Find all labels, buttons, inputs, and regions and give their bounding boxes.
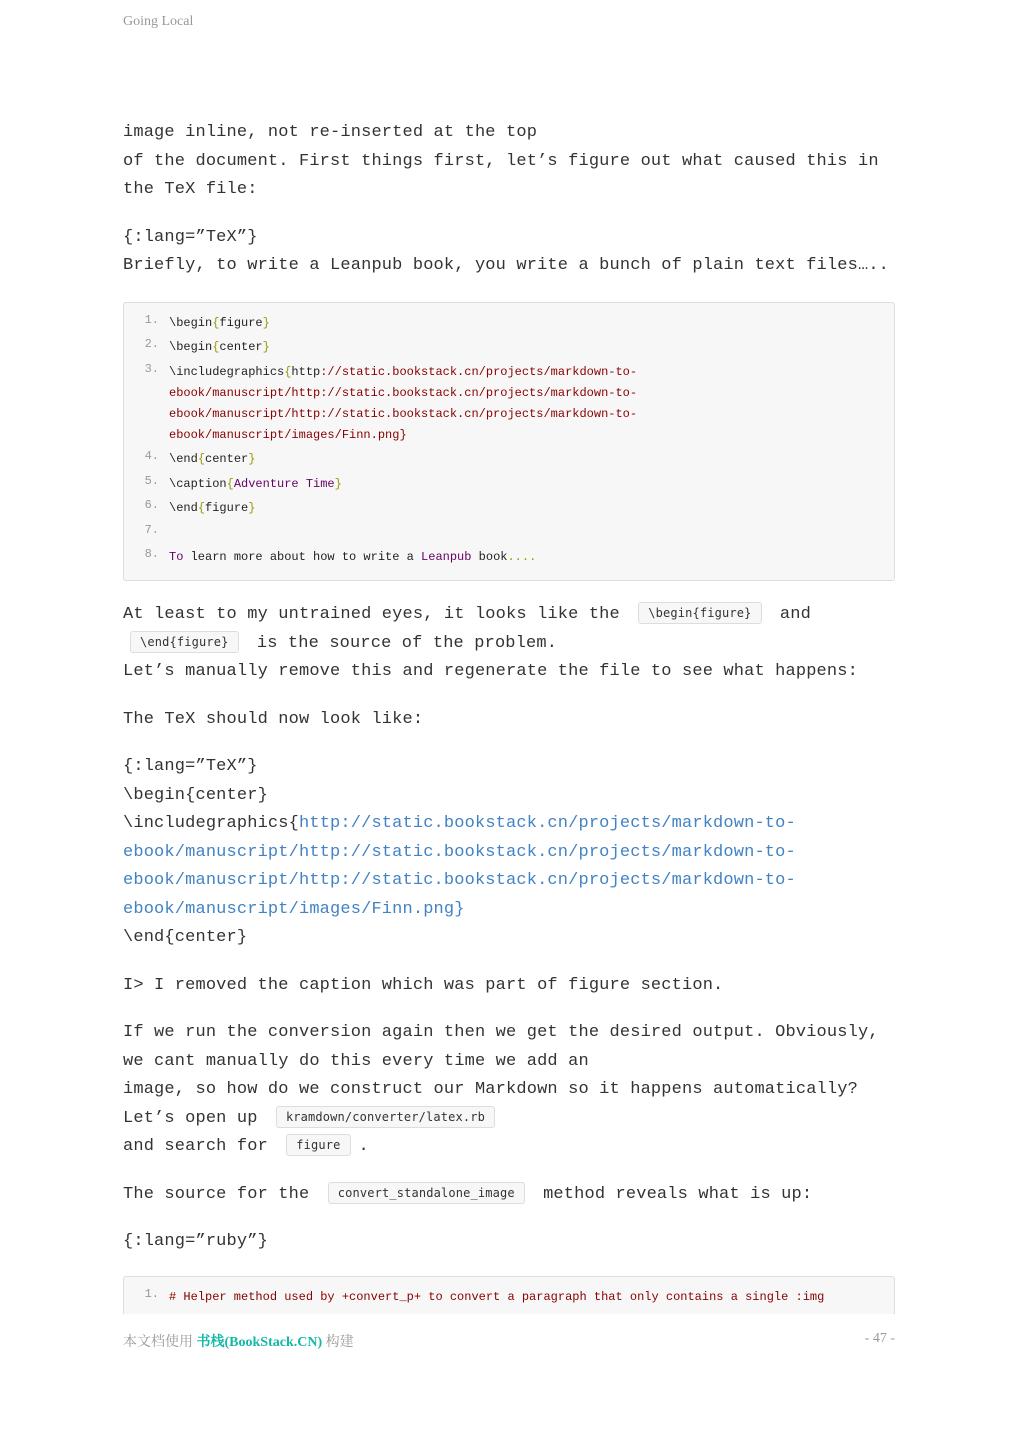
code-token: ebook/manuscript/http://static.bookstack.cn/projects/markdown-to- bbox=[169, 406, 638, 421]
code-token: { bbox=[197, 501, 206, 515]
code-token: } bbox=[248, 452, 256, 466]
code-token: learn more about how to write a bbox=[183, 550, 422, 564]
code-line bbox=[124, 498, 878, 519]
paragraph bbox=[123, 706, 895, 735]
text-span: and search for bbox=[123, 1137, 268, 1156]
text-span: and bbox=[779, 605, 811, 624]
paragraph bbox=[123, 601, 895, 687]
code-line bbox=[124, 362, 878, 446]
code-token: { bbox=[197, 452, 206, 466]
code-block bbox=[123, 302, 895, 582]
text-span: Let’s open up bbox=[123, 1108, 258, 1128]
document-body bbox=[123, 119, 895, 1314]
code-token: \end bbox=[169, 452, 198, 466]
footer-suffix: 构建 bbox=[325, 1335, 354, 1350]
text-line: \end{center} bbox=[123, 928, 248, 947]
text-line: image inline, not re-inserted at the top bbox=[123, 123, 538, 142]
footer-credit bbox=[123, 1331, 354, 1351]
code-token: { bbox=[226, 476, 234, 491]
text-line: the TeX file: bbox=[123, 180, 258, 199]
text-span: At least to my untrained eyes, it looks like the bbox=[123, 605, 620, 624]
brand-link[interactable]: 书栈(BookStack.CN) bbox=[196, 1335, 323, 1350]
line-number: 1. bbox=[144, 312, 159, 327]
text-line: {:lang=”TeX”} bbox=[123, 227, 258, 247]
line-number: 7. bbox=[144, 522, 159, 537]
text-line: {:lang=”TeX”} bbox=[123, 757, 258, 776]
code-token: ebook/manuscript/http://static.bookstack.cn/projects/markdown-to- bbox=[169, 385, 638, 400]
paragraph bbox=[123, 119, 895, 205]
code-token: Leanpub bbox=[421, 550, 472, 564]
text-span: \includegraphics{ bbox=[123, 814, 299, 833]
text-line: image, so how do we construct our Markdown so it happens automatically? bbox=[123, 1080, 858, 1099]
paragraph bbox=[123, 1228, 895, 1257]
text-line: The TeX should now look like: bbox=[123, 709, 424, 729]
code-token: } bbox=[262, 315, 270, 330]
code-token: book bbox=[471, 550, 508, 564]
text-line: I> I removed the caption which was part of figure section. bbox=[123, 975, 724, 995]
url-link[interactable]: http://static.bookstack.cn/projects/markdown-to- bbox=[298, 814, 796, 833]
footer-prefix: 本文档使用 bbox=[123, 1335, 193, 1350]
text-span: method reveals what is up: bbox=[543, 1184, 813, 1204]
inline-code: kramdown/converter/latex.rb bbox=[276, 1106, 495, 1128]
code-token: http bbox=[291, 364, 321, 379]
paragraph bbox=[123, 753, 895, 953]
text-line: of the document. First things first, let’s figure out what caused this in bbox=[123, 151, 879, 171]
code-line bbox=[124, 547, 878, 568]
code-token: \includegraphics bbox=[169, 364, 285, 379]
paragraph bbox=[123, 972, 895, 1001]
code-block bbox=[123, 1276, 895, 1314]
code-token: ebook/manuscript/images/Finn.png} bbox=[169, 427, 407, 442]
inline-code: \begin{figure} bbox=[638, 602, 761, 624]
text-line: we cant manually do this every time we add an bbox=[123, 1051, 589, 1071]
page-number: - 47 - bbox=[864, 1331, 895, 1346]
line-number: 3. bbox=[144, 361, 159, 376]
code-token: center bbox=[219, 340, 263, 354]
running-header: Going Local bbox=[123, 14, 194, 29]
page-footer bbox=[123, 1331, 895, 1351]
code-line bbox=[124, 449, 878, 470]
url-link[interactable]: ebook/manuscript/http://static.bookstack.cn/projects/markdown-to- bbox=[123, 871, 796, 890]
line-number: 5. bbox=[144, 473, 159, 488]
code-token: figure bbox=[205, 501, 249, 515]
inline-code: convert_standalone_image bbox=[328, 1182, 525, 1204]
code-token: { bbox=[212, 340, 220, 354]
code-line bbox=[124, 523, 878, 544]
code-line bbox=[124, 1287, 878, 1308]
text-line: {:lang=”ruby”} bbox=[123, 1232, 268, 1251]
url-link[interactable]: ebook/manuscript/images/Finn.png} bbox=[123, 899, 465, 919]
text-line: If we run the conversion again then we get the desired output. Obviously, bbox=[123, 1023, 879, 1042]
paragraph bbox=[123, 1019, 895, 1162]
code-token: .... bbox=[507, 550, 537, 564]
code-token: } bbox=[262, 340, 270, 354]
code-line bbox=[124, 313, 878, 334]
text-line: \begin{center} bbox=[123, 785, 268, 805]
code-token: \begin bbox=[169, 315, 213, 330]
inline-code: figure bbox=[286, 1134, 350, 1156]
text-span: is the source of the problem. bbox=[256, 633, 558, 653]
text-span: . bbox=[358, 1137, 369, 1156]
text-line: Let’s manually remove this and regenerate the file to see what happens: bbox=[123, 662, 858, 681]
paragraph bbox=[123, 224, 895, 281]
code-token: { bbox=[284, 364, 292, 379]
line-number: 4. bbox=[144, 449, 159, 463]
text-span: The source for the bbox=[123, 1184, 310, 1204]
code-token: ://static.bookstack.cn/projects/markdown-to- bbox=[320, 364, 638, 379]
code-token: figure bbox=[219, 315, 263, 330]
code-token: Adventure Time bbox=[233, 476, 335, 491]
inline-code: \end{figure} bbox=[130, 631, 239, 653]
line-number: 1. bbox=[144, 1286, 159, 1301]
code-line bbox=[124, 474, 878, 495]
line-number: 2. bbox=[144, 337, 159, 351]
line-number: 6. bbox=[144, 498, 159, 512]
code-comment: # Helper method used by +convert_p+ to convert a paragraph that only contains a single :img bbox=[169, 1289, 825, 1304]
url-link[interactable]: ebook/manuscript/http://static.bookstack.cn/projects/markdown-to- bbox=[123, 842, 796, 862]
code-token: { bbox=[212, 315, 220, 330]
code-token: \caption bbox=[169, 476, 227, 491]
code-token: \end bbox=[169, 501, 198, 515]
code-token: } bbox=[334, 476, 342, 491]
text-line: Briefly, to write a Leanpub book, you write a bunch of plain text files….. bbox=[123, 256, 890, 275]
code-token: To bbox=[169, 550, 184, 564]
code-token: center bbox=[205, 452, 249, 466]
code-line bbox=[124, 337, 878, 358]
paragraph bbox=[123, 1181, 895, 1210]
code-token: } bbox=[248, 501, 256, 515]
line-number: 8. bbox=[144, 547, 159, 561]
code-token: \begin bbox=[169, 340, 213, 354]
